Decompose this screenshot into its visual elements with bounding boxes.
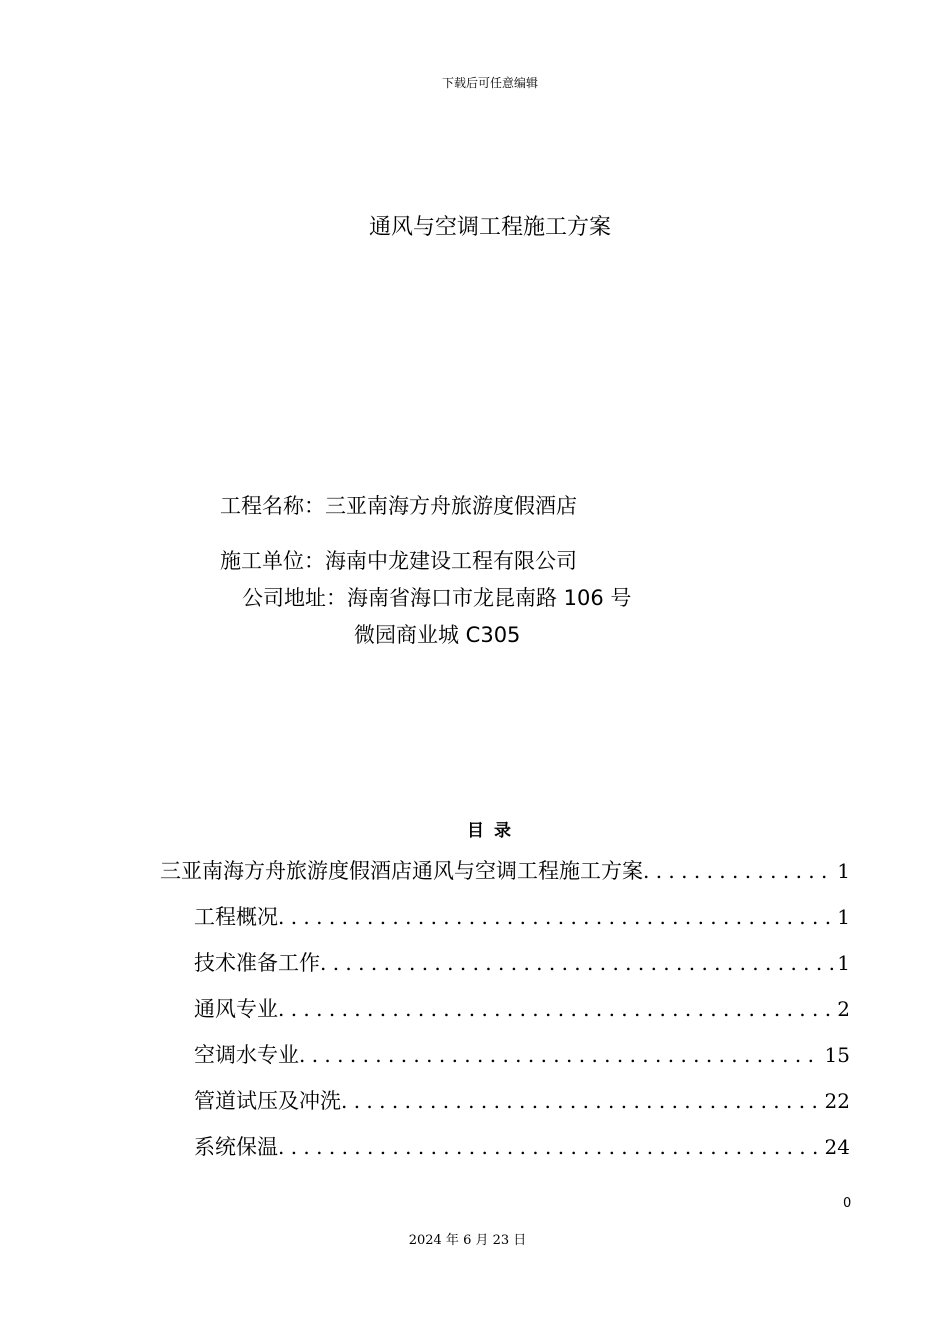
company-address-value: 海南省海口市龙昆南路 106 号 — [347, 586, 632, 610]
toc-item-page: 2 — [837, 997, 850, 1021]
toc-item-label: 通风专业 — [194, 997, 278, 1021]
toc-leader-dots — [278, 905, 833, 929]
toc-item-page: 22 — [824, 1089, 850, 1113]
toc-heading: 目 录 — [467, 821, 513, 841]
toc-item-label: 系统保温 — [194, 1135, 278, 1159]
page-header: 下载后可任意编辑 — [441, 76, 538, 90]
toc-item-label: 工程概况 — [194, 905, 278, 929]
company-address-label: 公司地址： — [242, 586, 347, 610]
page-number: 0 — [843, 1196, 852, 1211]
construction-unit-label: 施工单位： — [220, 549, 325, 573]
toc-item-page: 1 — [837, 951, 850, 975]
toc-leader-dots — [278, 997, 833, 1021]
toc-item-page: 1 — [837, 859, 850, 883]
toc-leader-dots — [341, 1089, 821, 1113]
construction-unit-value: 海南中龙建设工程有限公司 — [325, 549, 577, 573]
toc-leader-dots — [643, 859, 833, 883]
company-address-line — [242, 582, 631, 612]
construction-unit-line — [220, 545, 577, 575]
toc-item-label: 管道试压及冲洗 — [194, 1089, 341, 1113]
toc-item-page: 1 — [837, 905, 850, 929]
toc-item[interactable] — [194, 993, 850, 1023]
project-name-label: 工程名称： — [220, 494, 325, 518]
toc-leader-dots — [299, 1043, 821, 1067]
toc-item[interactable] — [194, 947, 850, 977]
toc-item[interactable] — [194, 901, 850, 931]
toc-leader-dots — [278, 1135, 821, 1159]
toc-item-label: 空调水专业 — [194, 1043, 299, 1067]
toc-item-page: 24 — [824, 1135, 850, 1159]
toc-leader-dots — [320, 951, 833, 975]
company-address-line2: 微园商业城 C305 — [354, 623, 521, 647]
footer-date: 2024 年 6 月 23 日 — [408, 1233, 527, 1248]
project-name-value: 三亚南海方舟旅游度假酒店 — [325, 494, 577, 518]
toc-item[interactable] — [194, 1085, 850, 1115]
project-name-line — [220, 490, 577, 520]
toc-item[interactable] — [194, 1039, 850, 1069]
toc-item-label: 三亚南海方舟旅游度假酒店通风与空调工程施工方案 — [160, 859, 643, 883]
toc-item[interactable] — [194, 1131, 850, 1161]
toc-item[interactable] — [160, 855, 850, 885]
document-title: 通风与空调工程施工方案 — [368, 215, 611, 240]
toc-item-label: 技术准备工作 — [194, 951, 320, 975]
toc-item-page: 15 — [824, 1043, 850, 1067]
